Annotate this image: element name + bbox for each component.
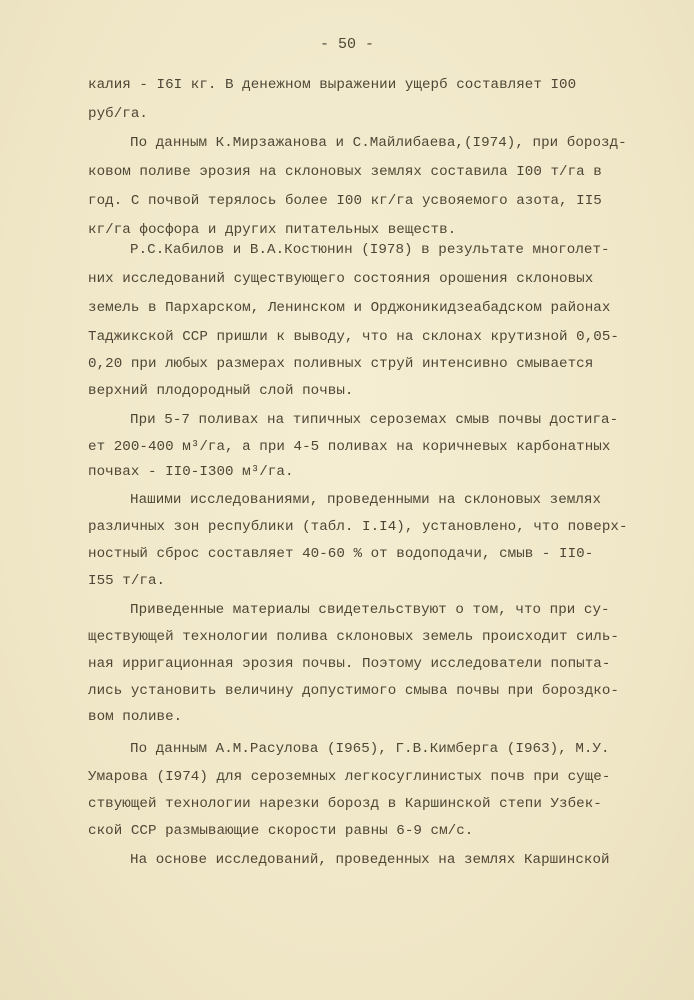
text-line: 0,20 при любых размерах поливных струй интенсивно смывается (88, 356, 594, 372)
text-line: руб/га. (88, 106, 148, 122)
text-line: Р.С.Кабилов и В.А.Костюнин (I978) в результате многолет- (130, 242, 610, 258)
text-line: Таджикской ССР пришли к выводу, что на склонах крутизной 0,05- (88, 329, 619, 345)
text-line: ковом поливе эрозия на склоновых землях составила I00 т/га в (88, 164, 602, 180)
text-line: земель в Пархарском, Ленинском и Орджоникидзеабадском районах (88, 300, 611, 316)
text-line: ской ССР размывающие скорости равны 6-9 см/с. (88, 823, 474, 839)
text-line: ет 200-400 м³/га, а при 4-5 поливах на коричневых карбонатных (88, 439, 611, 455)
text-line: год. С почвой терялось более I00 кг/га усвояемого азота, II5 (88, 193, 602, 209)
text-line: При 5-7 поливах на типичных сероземах смыв почвы достига- (130, 412, 619, 428)
text-line: ностный сброс составляет 40-60 % от водоподачи, смыв - II0- (88, 546, 594, 562)
text-line: По данным К.Мирзажанова и С.Майлибаева,(I974), при борозд- (130, 135, 627, 151)
text-line: калия - I6I кг. В денежном выражении ущерб составляет I00 (88, 77, 577, 93)
text-line: ствующей технологии нарезки борозд в Каршинской степи Узбек- (88, 796, 602, 812)
text-line: кг/га фосфора и других питательных веществ. (88, 222, 457, 238)
page-number: - 50 - (319, 36, 374, 53)
text-line: Умарова (I974) для сероземных легкосуглинистых почв при суще- (88, 769, 611, 785)
text-line: Приведенные материалы свидетельствуют о том, что при су- (130, 602, 610, 618)
text-line: вом поливе. (88, 709, 183, 725)
text-line: ная ирригационная эрозия почвы. Поэтому исследователи попыта- (88, 656, 611, 672)
text-line: Нашими исследованиями, проведенными на склоновых землях (130, 492, 602, 508)
text-line: I55 т/га. (88, 573, 166, 589)
text-line: ществующей технологии полива склоновых земель происходит силь- (88, 629, 619, 645)
text-line: различных зон республики (табл. I.I4), установлено, что поверх- (88, 519, 628, 535)
text-line: верхний плодородный слой почвы. (88, 383, 354, 399)
text-line: На основе исследований, проведенных на землях Каршинской (130, 852, 610, 868)
text-line: почвах - II0-I300 м³/га. (88, 464, 294, 480)
text-line: По данным А.М.Расулова (I965), Г.В.Кимберга (I963), М.У. (130, 741, 610, 757)
text-line: них исследований существующего состояния орошения склоновых (88, 271, 594, 287)
text-line: лись установить величину допустимого смыва почвы при бороздко- (88, 683, 619, 699)
